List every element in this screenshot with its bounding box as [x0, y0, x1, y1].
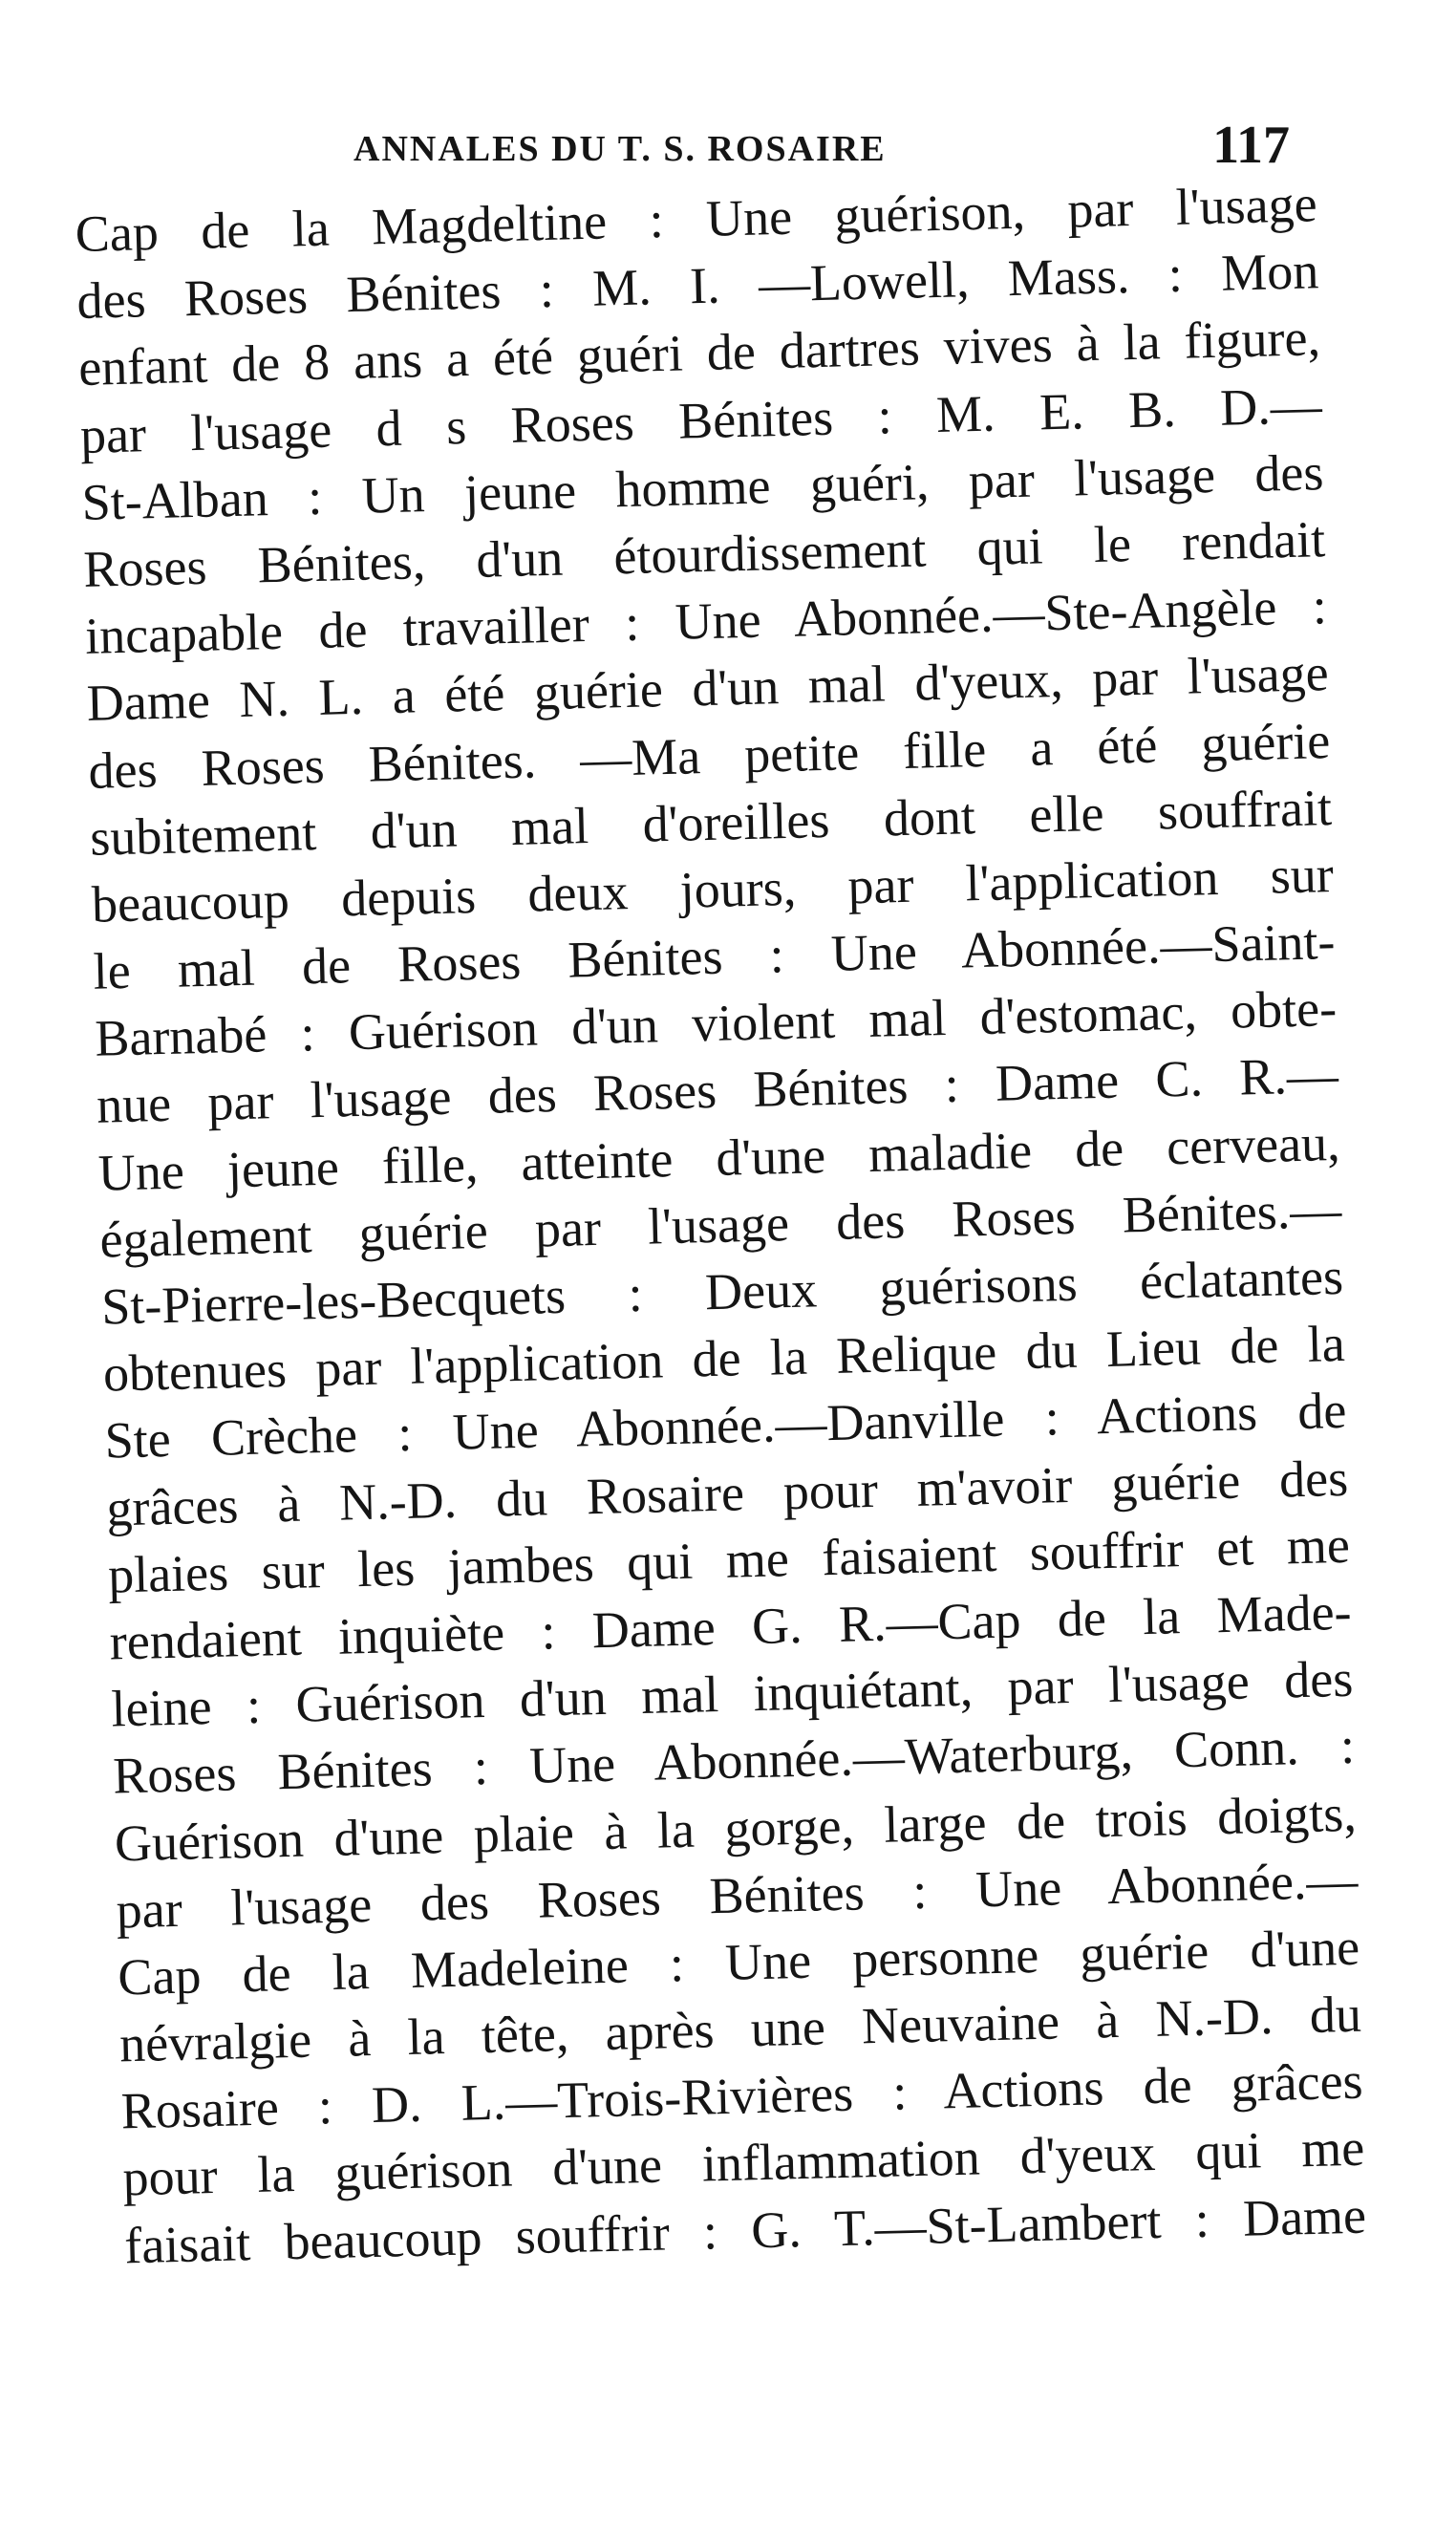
text-line: Dame N. L. a été guérie d'un mal d'yeux, par l'usage [86, 644, 1330, 733]
text-line: des Roses Bénites : M. I. —Lowell, Mass. : Mon [75, 242, 1319, 331]
text-line: Roses Bénites, d'un étourdissement qui le rendait [82, 510, 1326, 598]
text-line: beaucoup depuis deux jours, par l'application sur [91, 845, 1335, 934]
text-line: incapable de travailler : Une Abonnée.—Ste-Angèle : [84, 577, 1328, 665]
text-line: Roses Bénites : Une Abonnée.—Waterburg, Conn. : [112, 1717, 1356, 1805]
text-line: névralgie à la tête, après une Neuvaine à N.-D. du [118, 1985, 1362, 2073]
text-line: le mal de Roses Bénites : Une Abonnée.—Saint- [92, 912, 1337, 1000]
text-line: par l'usage des Roses Bénites : Une Abonnée.— [115, 1851, 1360, 1940]
text-line: nue par l'usage des Roses Bénites : Dame C. R.— [96, 1046, 1339, 1135]
text-line: rendaient inquiète : Dame G. R.—Cap de la Made- [109, 1582, 1353, 1671]
text-line: pour la guérison d'une inflammation d'yeux qui me [121, 2119, 1365, 2207]
text-line: Ste Crèche : Une Abonnée.—Danville : Actions de [103, 1382, 1348, 1470]
text-line: Rosaire : D. L.—Trois-Rivières : Actions de grâces [120, 2051, 1364, 2140]
text-line: St-Alban : Un jeune homme guéri, par l'usage des [80, 442, 1325, 531]
running-title: ANNALES DU T. S. ROSAIRE [353, 129, 887, 169]
text-line: par l'usage d s Roses Bénites : M. E. B. D.— [79, 376, 1323, 464]
text-line: Une jeune fille, atteinte d'une maladie de cerveau, [97, 1113, 1341, 1202]
body-text [75, 170, 1367, 2279]
text-line: St-Pierre-les-Becquets : Deux guérisons éclatantes [100, 1247, 1344, 1336]
text-line: grâces à N.-D. du Rosaire pour m'avoir guérie des [105, 1449, 1349, 1537]
text-line: également guérie par l'usage des Roses Bénites.— [98, 1180, 1342, 1269]
text-line: Guérison d'une plaie à la gorge, large de trois doigts, [114, 1784, 1358, 1872]
text-line: subitement d'un mal d'oreilles dont elle souffrait [89, 778, 1333, 867]
text-line: enfant de 8 ans a été guéri de dartres vives à la figure, [77, 309, 1321, 397]
text-line: Barnabé : Guérison d'un violent mal d'estomac, obte- [94, 979, 1338, 1067]
text-line: leine : Guérison d'un mal inquiétant, par l'usage des [110, 1649, 1354, 1738]
text-line: plaies sur les jambes qui me faisaient souffrir et me [107, 1515, 1351, 1604]
text-line: obtenues par l'application de la Relique du Lieu de la [102, 1315, 1346, 1403]
text-line: des Roses Bénites. —Ma petite fille a été guérie [87, 711, 1331, 800]
page-number: 117 [1212, 116, 1290, 175]
text-line: Cap de la Madeleine : Une personne guérie d'une [117, 1918, 1360, 2007]
text-line: faisait beaucoup souffrir : G. T.—St-Lambert : Dame [123, 2186, 1367, 2274]
text-line: Cap de la Magdeltine : Une guérison, par l'usage [75, 175, 1318, 263]
